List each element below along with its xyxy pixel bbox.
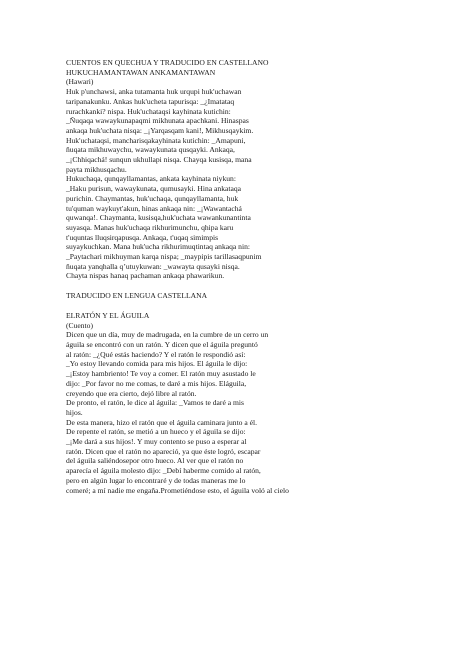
spanish-story — [66, 311, 316, 495]
text-line: De esta manera, hizo el ratón que el águila caminara junto a él. — [66, 417, 258, 427]
text-line: Huk'uchataqsi, mancharisqakayhinata kutichin: _Amapuni, — [66, 135, 246, 145]
text-line: payta mikhusqachu. — [66, 164, 127, 174]
text-line: suyaykuchkan. Mana huk'ucha rikhurimuqtintaq ankaqa nin: — [66, 242, 250, 252]
text-line: del águila saliéndosepor otro hueco. Al ver que el ratón no — [66, 456, 244, 466]
text-line: pero en algún lugar lo encontraré y de todas maneras me lo — [66, 475, 246, 485]
text-line: rurachkanki? nispa. Huk'uchataqsi kayhinata kutichin: — [66, 106, 231, 116]
text-line: CUENTOS EN QUECHUA Y TRADUCIDO EN CASTELLANO — [66, 58, 269, 67]
text-line: De repente el ratón, se metió a un hueco y el águila se dijo: — [66, 427, 246, 437]
text-line: Huk p'unchawsi, anka tutamanta huk urqupi huk'uchawan — [66, 87, 242, 97]
text-line: creyendo que era cierto, dejó libre al ratón. — [66, 388, 197, 398]
text-line: hijos. — [66, 407, 83, 417]
text-line: ratón. Dicen que el ratón no apareció, ya que éste logró, escapar — [66, 446, 261, 456]
text-line: ELRATÓN Y EL ÁGUILA — [66, 310, 150, 320]
text-line: al ratón: _¿Qué estás haciendo? Y el ratón le respondió así: — [66, 349, 246, 359]
text-line: águila se encontró con un ratón. Y dicen que el águila preguntó — [66, 339, 258, 349]
text-line: _¡Estoy hambriento! Te voy a comer. El ratón muy asustado le — [66, 369, 256, 379]
text-line: quwanqa!. Chaymanta, kusisqa,huk'uchata wawankunantinta — [66, 213, 251, 223]
text-line: (Cuento) — [66, 320, 93, 330]
text-line: t'uquntas lluqsirqapusqa. Ankaqa, t'uqaq simimpis — [66, 232, 219, 242]
text-line: taripanakunku. Ankas huk'ucheta tapurisqa: _¿Imatataq — [66, 96, 235, 106]
text-line: dijo: _Por favor no me comas, te daré a mis hijos. Eláguila, — [66, 378, 247, 388]
text-line: ñuqata yanqhalla qʼutuykuwan: _wawayta qusayki nisqa. — [66, 261, 240, 271]
text-line: ñuqata mikhuwaychu, wawaykunata qusqayki. Ankaqa, — [66, 145, 235, 155]
text-line: _Ñuqaqa wawaykunapaqmi mikhunata apachkani. Hinaspas — [66, 116, 249, 126]
text-line: _Yo estoy llevando comida para mis hijos. El águila le dijo: — [66, 359, 248, 369]
text-line: Chayta nispas hanaq pachaman ankaqa phawarikun. — [66, 271, 225, 281]
text-line: _¡Chhiqachá! sunqun ukhullapi nisqa. Chayqa kusisqa, mana — [66, 155, 252, 165]
text-line: _Paytachari mikhuyman karqa nispa; _maypipis tarillasaqpunim — [66, 252, 262, 262]
text-line: comeré; a mí nadie me engaña.Prometiéndose esto, el águila voló al cielo — [66, 485, 289, 495]
text-line: aparecía el águila molesto dijo: _Debí haberme comido al ratón, — [66, 466, 261, 476]
text-line: suyasqa. Manas huk'uchaqa rikhurimunchu, qhipa karu — [66, 222, 234, 232]
text-line: _Haku purisun, wawaykunata, qumusayki. Hina ankataqa — [66, 184, 242, 194]
section-heading: TRADUCIDO EN LENGUA CASTELLANA — [66, 291, 208, 301]
document-body — [66, 58, 316, 495]
quechua-story — [66, 58, 316, 281]
text-line: HUKUCHAMANTAWAN ANKAMANTAWAN — [66, 67, 216, 77]
text-line: Hukuchaqa, qunqayllamantas, ankata kayhinata niykun: — [66, 174, 236, 184]
text-line: (Hawari) — [66, 77, 94, 87]
text-line: ankaqa huk'uchata nisqa: _¡Yarqasqam kani!, Mikhusqaykim. — [66, 125, 254, 135]
text-line: tu'quman waykuyt'akun, hinas ankaqa nin: _¡Wawantachá — [66, 203, 242, 213]
text-line: Dicen que un día, muy de madrugada, en la cumbre de un cerro un — [66, 330, 269, 340]
text-line: _¡Me dará a sus hijos!. Y muy contento se puso a esperar al — [66, 437, 247, 447]
text-line: De pronto, el ratón, le dice al águila: _Vamos te daré a mis — [66, 398, 244, 408]
text-line: purichin. Chaymantas, huk'uchaqa, qunqayllamanta, huk — [66, 193, 239, 203]
